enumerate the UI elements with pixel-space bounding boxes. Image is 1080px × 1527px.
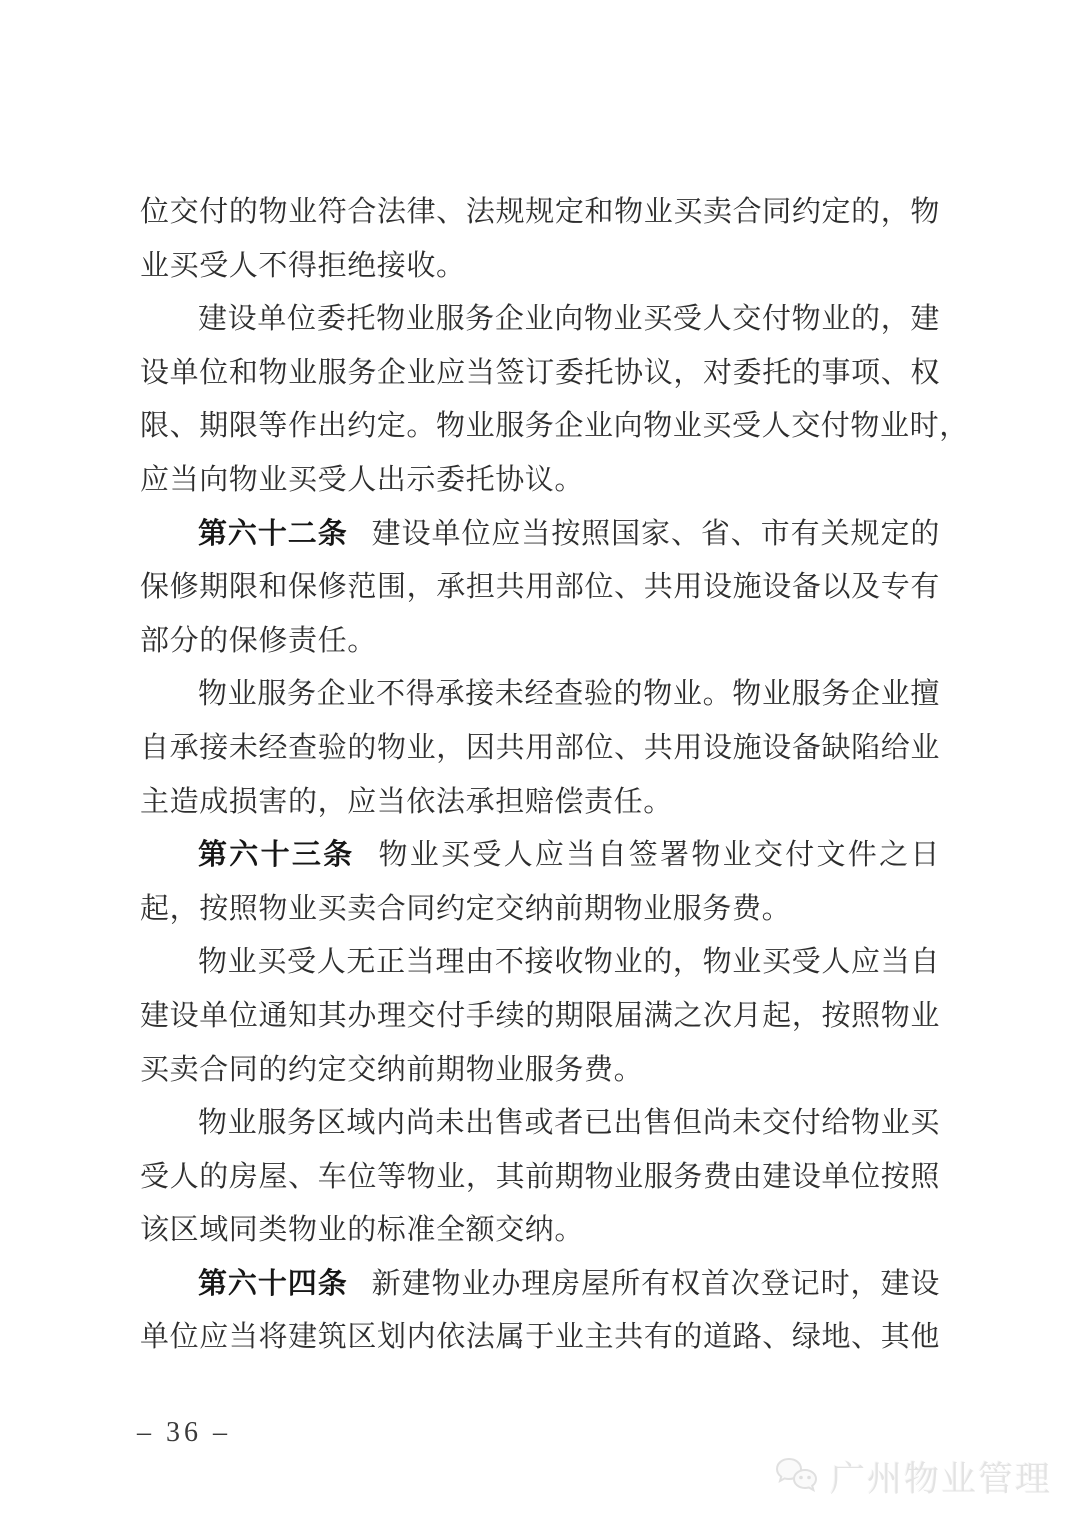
- text-line: 该区域同类物业的标准全额交纳。: [140, 1214, 585, 1247]
- text-line: 建设单位通知其办理交付手续的期限届满之次月起，按照物业: [140, 999, 940, 1032]
- text-line: 设单位和物业服务企业应当签订委托协议，对委托的事项、权: [140, 356, 940, 389]
- text-line: 主造成损害的，应当依法承担赔偿责任。: [140, 785, 673, 818]
- page-number: – 36 –: [137, 1417, 231, 1448]
- watermark-label: 广州物业管理: [829, 1460, 1052, 1499]
- watermark: [774, 1452, 1052, 1502]
- text-line: [140, 508, 940, 562]
- article-number: 第六十二条: [198, 517, 348, 550]
- text-line: 买卖合同的约定交纳前期物业服务费。: [140, 1053, 644, 1086]
- text-line: 起，按照物业买卖合同约定交纳前期物业服务费。: [140, 892, 792, 925]
- text-line: 部分的保修责任。: [140, 624, 377, 657]
- text-line: 物业服务企业不得承接未经查验的物业。物业服务企业擅: [198, 678, 940, 711]
- text-line: [140, 829, 940, 883]
- text-line: 单位应当将建筑区划内依法属于业主共有的道路、绿地、其他: [140, 1321, 940, 1354]
- article-text: 物业买受人应当自签署物业交付文件之日: [378, 839, 940, 872]
- article-number: 第六十四条: [198, 1267, 348, 1300]
- text-line: 物业服务区域内尚未出售或者已出售但尚未交付给物业买: [198, 1107, 940, 1140]
- text-line: 受人的房屋、车位等物业，其前期物业服务费由建设单位按照: [140, 1160, 940, 1193]
- document-body: [140, 186, 969, 1365]
- text-line: 自承接未经查验的物业，因共用部位、共用设施设备缺陷给业: [140, 731, 940, 764]
- article-text: 建设单位应当按照国家、省、市有关规定的: [371, 517, 940, 550]
- article-number: 第六十三条: [198, 839, 355, 872]
- text-line: 应当向物业买受人出示委托协议。: [140, 463, 585, 496]
- wechat-icon: [774, 1456, 820, 1498]
- text-line: [140, 1258, 940, 1312]
- text-line: 位交付的物业符合法律、法规规定和物业买卖合同约定的，物: [140, 196, 940, 228]
- text-line: 限、期限等作出约定。物业服务企业向物业买受人交付物业时，: [140, 410, 969, 443]
- text-line: 物业买受人无正当理由不接收物业的，物业买受人应当自: [198, 946, 940, 979]
- text-line: 建设单位委托物业服务企业向物业买受人交付物业的，建: [198, 303, 940, 336]
- article-text: 新建物业办理房屋所有权首次登记时，建设: [371, 1267, 940, 1300]
- text-line: 业买受人不得拒绝接收。: [140, 249, 466, 282]
- text-line: 保修期限和保修范围，承担共用部位、共用设施设备以及专有: [140, 571, 940, 604]
